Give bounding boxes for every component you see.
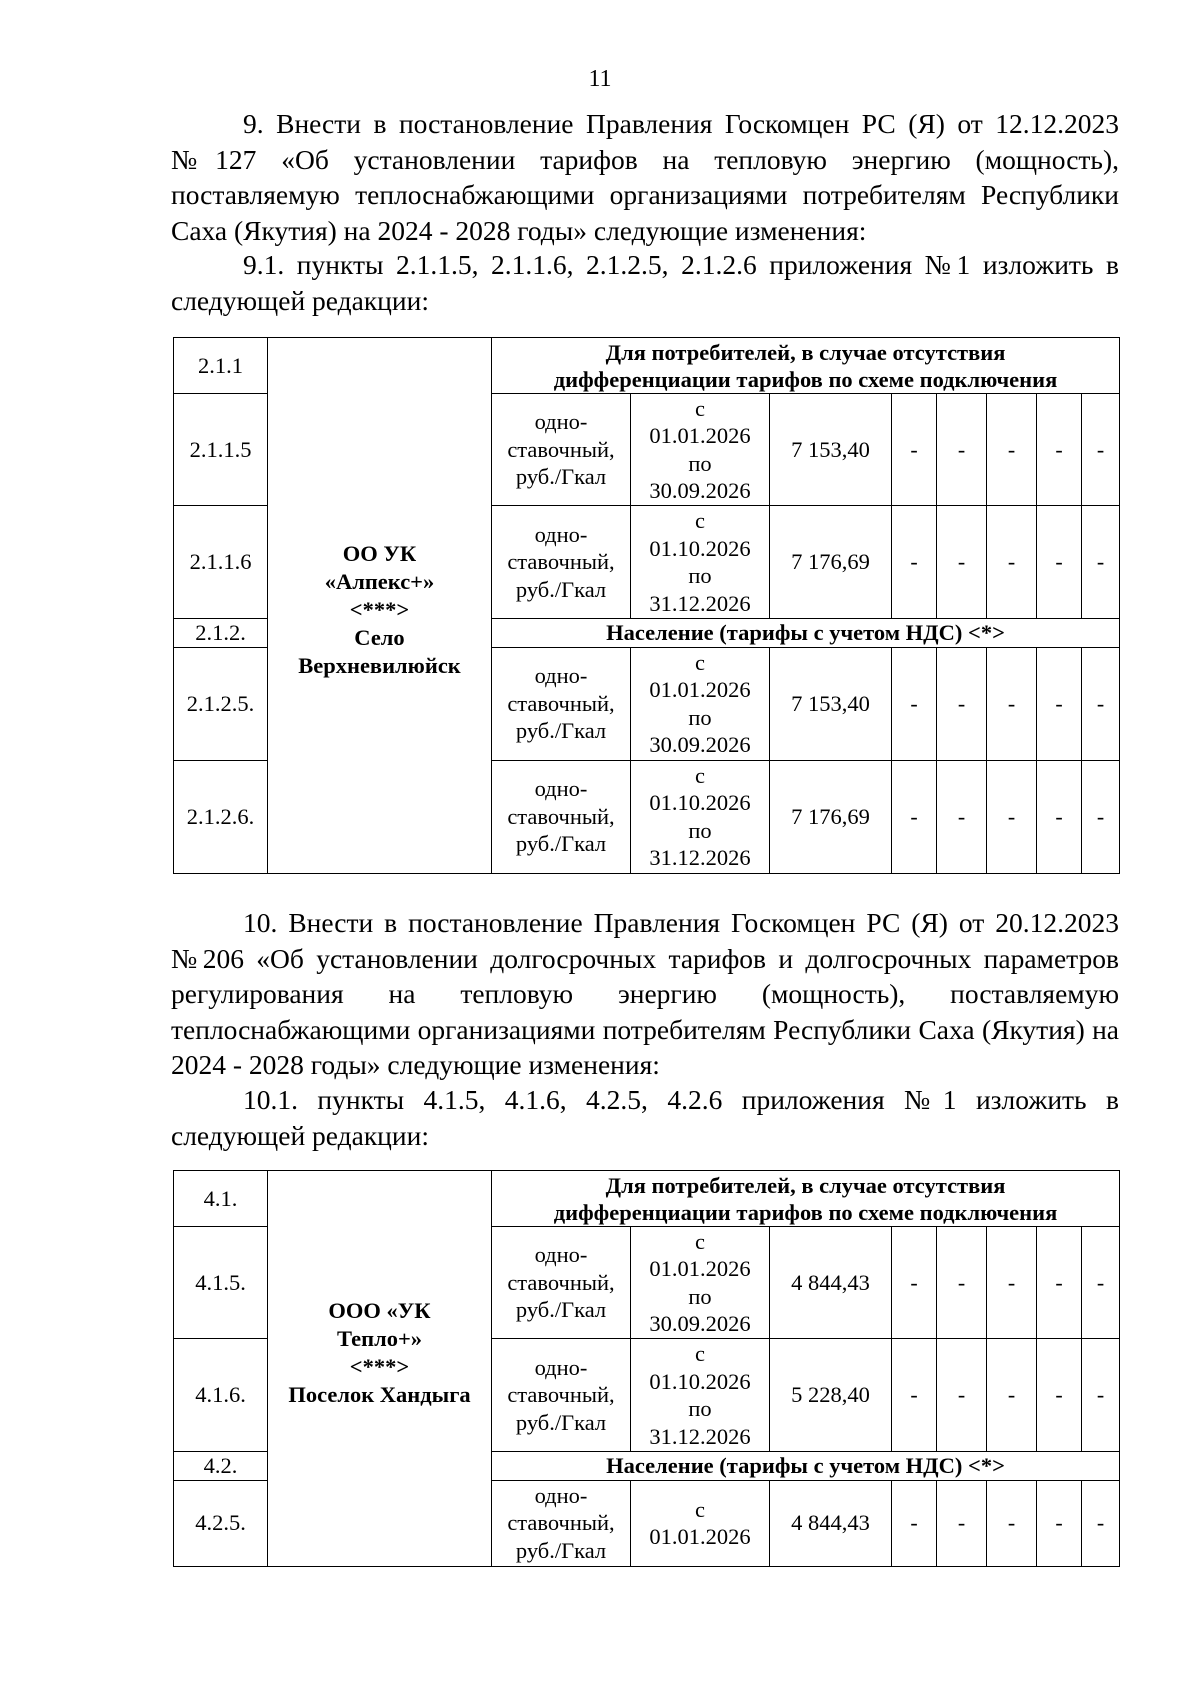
rate-type: одно- ставочный, руб./Гкал bbox=[492, 394, 631, 506]
row-code: 2.1.2. bbox=[174, 619, 268, 648]
empty-value: - bbox=[892, 1227, 937, 1339]
section9-subpoint-text: 9.1. пункты 2.1.1.5, 2.1.1.6, 2.1.2.5, 2.1.2.6 приложения №1 изложить в следующей редакции: bbox=[171, 249, 1119, 316]
rate-type: одно- ставочный, руб./Гкал bbox=[492, 1339, 631, 1452]
empty-value: - bbox=[1082, 1339, 1120, 1452]
group-header bbox=[492, 1171, 1120, 1227]
empty-value: - bbox=[937, 506, 987, 619]
period: с 01.01.2026 bbox=[631, 1480, 770, 1566]
row-code: 2.1.1.6 bbox=[174, 506, 268, 619]
tariff-value: 7 176,69 bbox=[770, 760, 892, 873]
section10-subpoint bbox=[171, 1082, 1119, 1153]
org-line: ООО «УК bbox=[328, 1298, 431, 1324]
period: с 01.01.2026 по 30.09.2026 bbox=[631, 647, 770, 760]
group-header-line: Для потребителей, в случае отсутствия bbox=[605, 339, 1006, 365]
empty-value: - bbox=[987, 1339, 1037, 1452]
empty-value: - bbox=[987, 647, 1037, 760]
rate-type: одно- ставочный, руб./Гкал bbox=[492, 1227, 631, 1339]
period: с 01.01.2026 по 30.09.2026 bbox=[631, 394, 770, 506]
rate-type: одно- ставочный, руб./Гкал bbox=[492, 760, 631, 873]
empty-value: - bbox=[937, 1339, 987, 1452]
group-header-line: дифференциации тарифов по схеме подключения bbox=[553, 1199, 1058, 1225]
tariff-value: 5 228,40 bbox=[770, 1339, 892, 1452]
group-header: Население (тарифы с учетом НДС) <*> bbox=[492, 619, 1120, 648]
empty-value: - bbox=[1037, 1480, 1082, 1566]
table-row bbox=[174, 338, 1120, 394]
org-line: Село bbox=[354, 625, 405, 651]
empty-value: - bbox=[987, 394, 1037, 506]
org-line: Тепло+» bbox=[336, 1326, 423, 1352]
empty-value: - bbox=[1037, 647, 1082, 760]
tariff-table-10 bbox=[173, 1170, 1120, 1567]
empty-value: - bbox=[1037, 506, 1082, 619]
period: с 01.10.2026 по 31.12.2026 bbox=[631, 506, 770, 619]
empty-value: - bbox=[1082, 394, 1120, 506]
section10-intro-text: 10. Внести в постановление Правления Госкомцен РС (Я) от 20.12.2023 №206 «Об установлении долгосрочных тарифов и долгосрочных параметров регулирования на тепловую энергию (мощность), поставляемую теплоснабжающими организациями потребителям Республики Саха (Якутия) на 2024 - 2028 годы» следующие изменения: bbox=[171, 907, 1119, 1080]
group-header-line: Для потребителей, в случае отсутствия bbox=[605, 1172, 1006, 1198]
row-code: 4.2.5. bbox=[174, 1480, 268, 1566]
empty-value: - bbox=[1082, 1480, 1120, 1566]
empty-value: - bbox=[1037, 1227, 1082, 1339]
empty-value: - bbox=[892, 394, 937, 506]
rate-type: одно- ставочный, руб./Гкал bbox=[492, 647, 631, 760]
tariff-value: 4 844,43 bbox=[770, 1480, 892, 1566]
empty-value: - bbox=[987, 760, 1037, 873]
empty-value: - bbox=[892, 506, 937, 619]
tariff-value: 7 153,40 bbox=[770, 394, 892, 506]
org-line: Верхневилюйск bbox=[298, 653, 461, 679]
org-line: ОО УК bbox=[342, 541, 417, 567]
org-line: <***> bbox=[349, 597, 410, 623]
empty-value: - bbox=[987, 1227, 1037, 1339]
group-header-line: дифференциации тарифов по схеме подключения bbox=[553, 366, 1058, 392]
empty-value: - bbox=[937, 760, 987, 873]
section9-intro bbox=[171, 106, 1119, 248]
org-line: «Алпекс+» bbox=[324, 569, 435, 595]
empty-value: - bbox=[892, 760, 937, 873]
period: с 01.10.2026 по 31.12.2026 bbox=[631, 760, 770, 873]
row-code: 2.1.1 bbox=[174, 338, 268, 394]
section10-subpoint-text: 10.1. пункты 4.1.5, 4.1.6, 4.2.5, 4.2.6 приложения №1 изложить в следующей редакции: bbox=[171, 1084, 1119, 1151]
row-code: 2.1.1.5 bbox=[174, 394, 268, 506]
row-code: 2.1.2.5. bbox=[174, 647, 268, 760]
empty-value: - bbox=[892, 1480, 937, 1566]
tariff-value: 7 176,69 bbox=[770, 506, 892, 619]
empty-value: - bbox=[987, 506, 1037, 619]
page-number: 11 bbox=[588, 66, 612, 92]
org-line: Поселок Хандыга bbox=[288, 1382, 471, 1408]
row-code: 4.1.6. bbox=[174, 1339, 268, 1452]
rate-type: одно- ставочный, руб./Гкал bbox=[492, 1480, 631, 1566]
row-code: 4.2. bbox=[174, 1452, 268, 1481]
empty-value: - bbox=[1037, 394, 1082, 506]
group-header: Население (тарифы с учетом НДС) <*> bbox=[492, 1452, 1120, 1481]
section9-subpoint bbox=[171, 247, 1119, 318]
section10-intro bbox=[171, 905, 1119, 1083]
empty-value: - bbox=[1037, 1339, 1082, 1452]
row-code: 4.1. bbox=[174, 1171, 268, 1227]
tariff-value: 7 153,40 bbox=[770, 647, 892, 760]
empty-value: - bbox=[937, 1480, 987, 1566]
empty-value: - bbox=[892, 1339, 937, 1452]
empty-value: - bbox=[1082, 647, 1120, 760]
tariff-table-9 bbox=[173, 337, 1120, 874]
group-header bbox=[492, 338, 1120, 394]
tariff-value: 4 844,43 bbox=[770, 1227, 892, 1339]
empty-value: - bbox=[1082, 760, 1120, 873]
rate-type: одно- ставочный, руб./Гкал bbox=[492, 506, 631, 619]
empty-value: - bbox=[1037, 760, 1082, 873]
table-row bbox=[174, 1171, 1120, 1227]
row-code: 4.1.5. bbox=[174, 1227, 268, 1339]
organization-cell bbox=[268, 1171, 492, 1567]
org-line: <***> bbox=[349, 1354, 410, 1380]
empty-value: - bbox=[1082, 506, 1120, 619]
empty-value: - bbox=[937, 394, 987, 506]
row-code: 2.1.2.6. bbox=[174, 760, 268, 873]
empty-value: - bbox=[987, 1480, 1037, 1566]
empty-value: - bbox=[937, 1227, 987, 1339]
period: с 01.10.2026 по 31.12.2026 bbox=[631, 1339, 770, 1452]
organization-cell bbox=[268, 338, 492, 874]
empty-value: - bbox=[1082, 1227, 1120, 1339]
empty-value: - bbox=[892, 647, 937, 760]
period: с 01.01.2026 по 30.09.2026 bbox=[631, 1227, 770, 1339]
section9-intro-text: 9. Внести в постановление Правления Госкомцен РС (Я) от 12.12.2023 №127 «Об установлении тарифов на тепловую энергию (мощность), поставляемую теплоснабжающими организациями потребителям Республики Саха (Якутия) на 2024 - 2028 годы» следующие изменения: bbox=[171, 108, 1119, 246]
empty-value: - bbox=[937, 647, 987, 760]
